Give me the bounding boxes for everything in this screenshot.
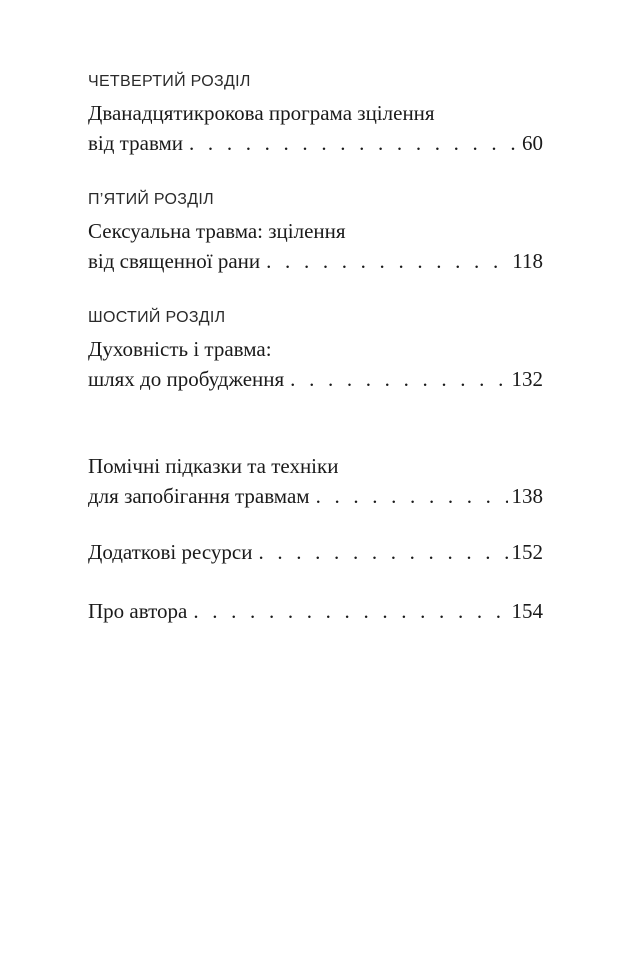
dot-leader bbox=[316, 481, 508, 511]
chapter-title-continued: від травми bbox=[88, 131, 184, 155]
section-title: Додаткові ресурси bbox=[88, 540, 253, 564]
toc-line bbox=[88, 246, 543, 276]
chapter-label: ЧЕТВЕРТИЙ РОЗДІЛ bbox=[88, 73, 251, 90]
section-title: Про автора bbox=[88, 599, 188, 623]
toc-entry-resources bbox=[88, 537, 543, 567]
chapter-title: Дванадцятикрокова програма зцілення bbox=[88, 101, 435, 125]
page-number: 60 bbox=[522, 131, 543, 155]
dot-leader bbox=[266, 246, 508, 276]
page-number: 152 bbox=[511, 540, 543, 564]
chapter-title: Сексуальна травма: зцілення bbox=[88, 219, 346, 243]
toc-line bbox=[88, 128, 543, 158]
dot-leader bbox=[189, 128, 518, 158]
toc-line bbox=[88, 596, 543, 626]
toc-entry-chapter-6 bbox=[88, 308, 543, 394]
page-number: 154 bbox=[511, 599, 543, 623]
chapter-label: ШОСТИЙ РОЗДІЛ bbox=[88, 309, 226, 326]
toc-entry-chapter-5 bbox=[88, 190, 543, 276]
page-number: 138 bbox=[511, 484, 543, 508]
toc-line bbox=[88, 537, 543, 567]
chapter-label: П’ЯТИЙ РОЗДІЛ bbox=[88, 191, 214, 208]
toc-entry-chapter-4 bbox=[88, 72, 543, 158]
section-title-continued: для запобігання травмам bbox=[88, 484, 310, 508]
dot-leader bbox=[290, 364, 507, 394]
page-number: 118 bbox=[512, 249, 543, 273]
chapter-title-continued: шлях до пробудження bbox=[88, 367, 285, 391]
toc-line bbox=[88, 364, 543, 394]
toc-entry-about-author bbox=[88, 596, 543, 626]
toc-entry-tips bbox=[88, 451, 543, 511]
chapter-title: Духовність і травма: bbox=[88, 337, 272, 361]
chapter-title-continued: від священної рани bbox=[88, 249, 261, 273]
page-number: 132 bbox=[511, 367, 543, 391]
toc-line bbox=[88, 481, 543, 511]
section-title: Помічні підказки та техніки bbox=[88, 454, 339, 478]
dot-leader bbox=[193, 596, 507, 626]
dot-leader bbox=[258, 537, 507, 567]
